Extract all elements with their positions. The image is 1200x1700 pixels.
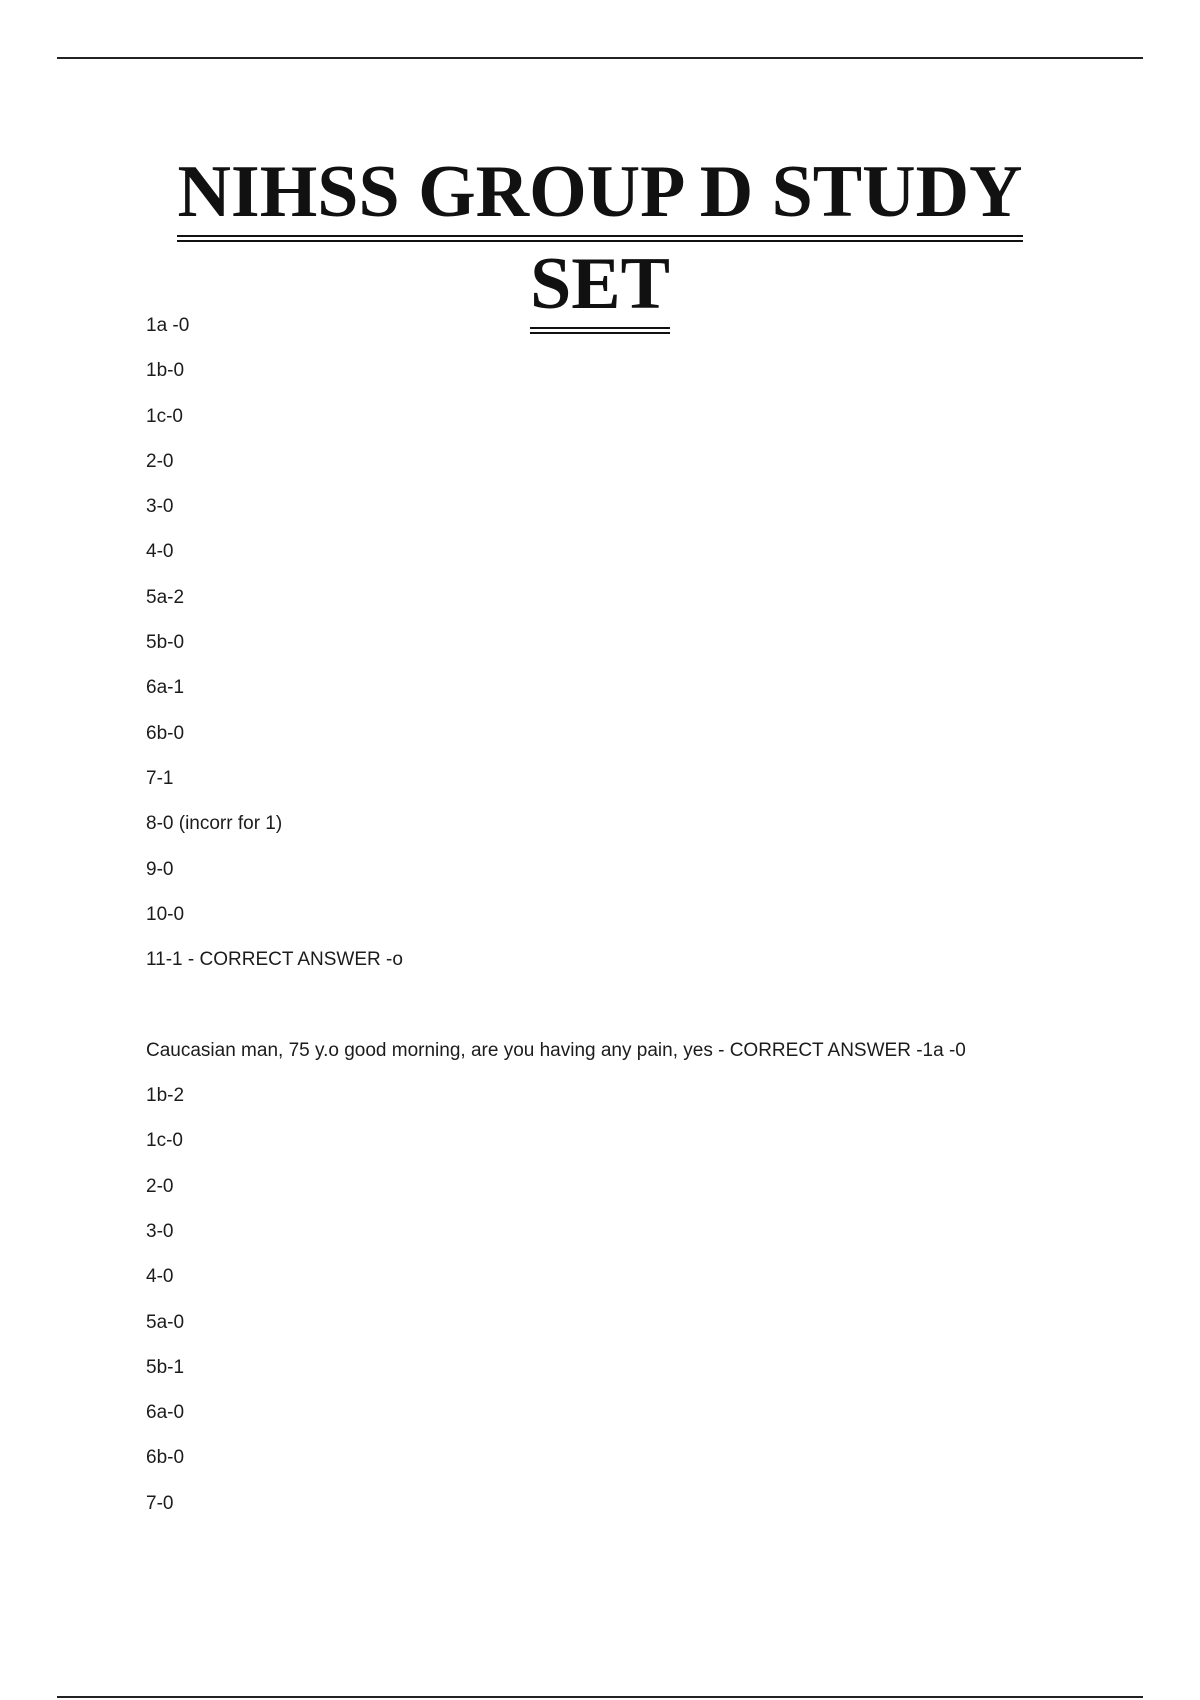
answer-line: 2-0 [146, 1175, 174, 1197]
answer-line: 3-0 [146, 1220, 174, 1242]
answer-line: 6a-0 [146, 1402, 185, 1424]
question-line: Caucasian man, 75 y.o good morning, are you having any pain, yes - CORRECT ANSWER -1a -0 [146, 1039, 966, 1061]
answer-line: 5a-2 [146, 586, 185, 608]
answer-line: 6b-0 [146, 1447, 185, 1469]
answer-line: 7-0 [146, 1492, 174, 1514]
title-line-1: NIHSS GROUP D STUDY [0, 150, 1200, 242]
answer-line: 1a -0 [146, 315, 190, 336]
answer-line: 10-0 [146, 903, 185, 925]
answer-line: 1c-0 [146, 405, 183, 427]
answer-line: 3-0 [146, 496, 174, 518]
top-rule [57, 57, 1143, 59]
answer-line: 5b-1 [146, 1356, 185, 1378]
answer-line: 6b-0 [146, 722, 185, 744]
answer-line: 6a-1 [146, 677, 185, 699]
title-line-2: SET [0, 242, 1200, 334]
answer-line: 4-0 [146, 1266, 174, 1288]
answer-line: 2-0 [146, 450, 174, 472]
answer-line: 1b-2 [146, 1085, 185, 1107]
answer-line: 7-1 [146, 767, 174, 789]
answer-line: 4-0 [146, 541, 174, 563]
answer-line: 5b-0 [146, 632, 185, 654]
answer-line: 8-0 (incorr for 1) [146, 813, 283, 835]
answer-list [146, 313, 1146, 1536]
answer-line: 5a-0 [146, 1311, 185, 1333]
answer-line: 1b-0 [146, 360, 185, 382]
answer-line: 11-1 - CORRECT ANSWER -o [146, 949, 403, 971]
answer-line: 1c-0 [146, 1130, 183, 1152]
document-title [0, 150, 1200, 334]
answer-line: 9-0 [146, 858, 174, 880]
bottom-rule [57, 1696, 1143, 1698]
